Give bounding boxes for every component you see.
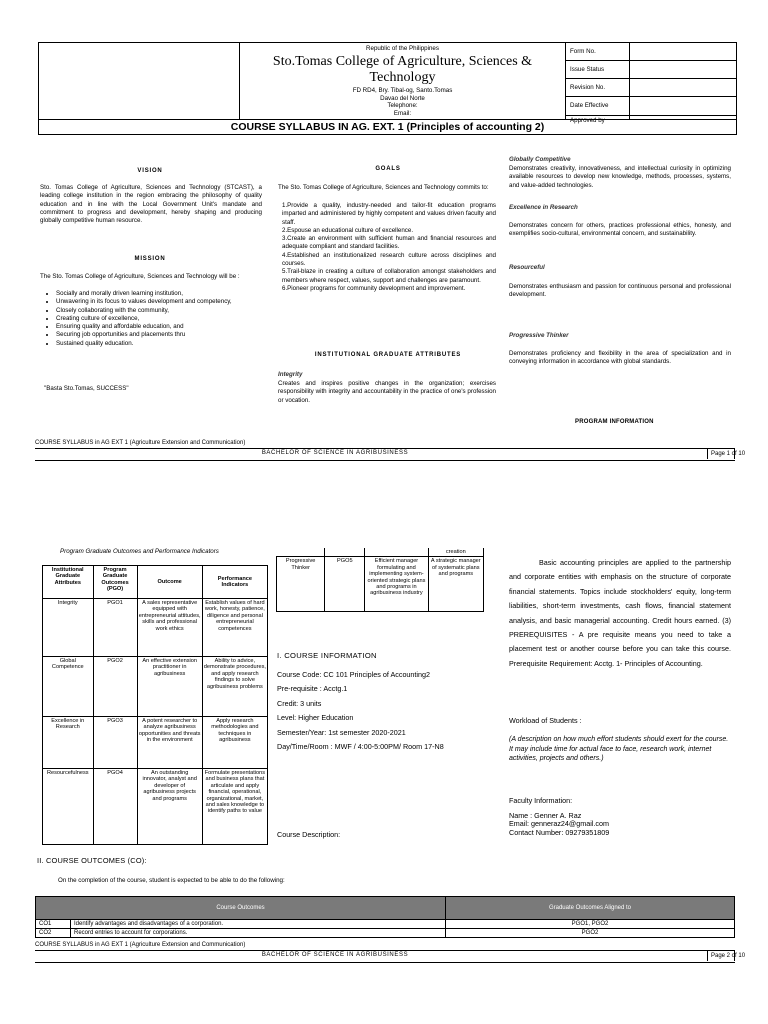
pgo-table [42, 565, 268, 845]
faculty-name: Name : Genner A. Raz [509, 811, 582, 820]
table-row [277, 557, 484, 612]
mission-intro: The Sto. Tomas College of Agriculture, Sciences and Technology will be : [40, 273, 240, 280]
course-description-text: Basic accounting principles are applied to the partnership and corporate entities with emphasis on the structure of corporate financial statements. Topics include stockholders' equity, long-term liabilities, short-term investments, cash flows, financial statement analysis, and basic managerial accounting. Credit hours earned. (3) PREREQUISITES - A pre requisite means you need to take a placement test or another course before you can take this course. Prerequisite Requirement: Acctg. 1- Principles of Accounting. [509, 558, 731, 668]
table-cell: An effective extension practitioner in agribusiness [137, 657, 202, 717]
table-cell: Identify advantages and disadvantages of a corporation. [71, 920, 446, 929]
co-header-outcomes: Course Outcomes [36, 897, 446, 920]
progressive-thinker-title: Progressive Thinker [509, 332, 569, 339]
table-row [36, 920, 735, 929]
table-cell: PGO2 [446, 929, 735, 938]
globally-competitive-text: Demonstrates creativity, innovativeness, and intellectual curiosity in optimizing available resources to develop new knowledge, methods, processes, systems, and value-added technologies. [509, 165, 731, 189]
table-cell: A potent researcher to analyze agribusiness opportunities and threats in the environment [137, 717, 202, 769]
pgo-header-attributes: Institutional Graduate Attributes [43, 566, 94, 599]
table-cell: A strategic manager of systematic plans and programs [428, 557, 483, 612]
list-item: • Socially and morally driven learning institution, [56, 290, 260, 298]
pgo-header-indicators: Performance Indicators [202, 566, 267, 599]
pgo-header-outcome: Outcome [137, 566, 202, 599]
table-cell: Apply research methodologies and techniques in agribusiness [202, 717, 267, 769]
faculty-email: Email: genneraz24@gmail.com [509, 819, 609, 829]
co-header-aligned: Graduate Outcomes Aligned to [446, 897, 735, 920]
table-cell: PGO5 [325, 557, 365, 612]
table-cell: Formulate presentations and business plans that articulate and apply financial, operational, organizational, market, and sales knowledge to identify paths to value [202, 769, 267, 845]
course-semester: Semester/Year: 1st semester 2020-2021 [277, 727, 406, 737]
goals-list [282, 202, 496, 293]
page-number: Page 1 of 10 [711, 451, 746, 457]
address-label: FD RD4, Bry. Tibal-og, Santo.Tomas [352, 87, 453, 94]
course-info-heading: I. COURSE INFORMATION [277, 651, 377, 660]
goals-heading: GOALS [375, 166, 401, 172]
course-prerequisite: Pre-requisite : Acctg.1 [277, 684, 348, 694]
footer-bar [35, 448, 746, 461]
pgo-continuation-table [276, 548, 484, 612]
table-cell: Resourcefulness [43, 769, 94, 845]
list-item: 1.Provide a quality, industry-needed and tailor-fit education programs imparted and administered by highly competent and values driven faculty and staff. [282, 202, 496, 226]
footer-course-label: COURSE SYLLABUS in AG EXT 1 (Agriculture Extension and Communication) [35, 440, 246, 446]
mission-heading: MISSION [134, 256, 166, 262]
table-row [36, 897, 735, 920]
table-row [43, 657, 268, 717]
course-outcomes-heading: II. COURSE OUTCOMES (CO): [37, 856, 147, 865]
table-cell: PGO3 [93, 717, 137, 769]
course-credit: Credit: 3 units [277, 698, 322, 708]
table-cell: CO1 [36, 920, 71, 929]
mission-list [44, 290, 260, 348]
pgo-table-title: Program Graduate Outcomes and Performance Indicators [60, 548, 219, 555]
course-description-label: Course Description: [277, 830, 341, 839]
list-item: 2.Espouse an educational culture of excellence. [282, 226, 414, 234]
list-item: • Unwavering in its focus to values development and competency, [56, 298, 260, 306]
list-item: 3.Create an environment with sufficient human and financial resources and adequate compliant and standard facilities. [282, 235, 496, 251]
faculty-contact: Contact Number: 09279351809 [509, 827, 610, 837]
footer-program-label: BACHELOR OF SCIENCE IN AGRIBUSINESS [261, 450, 409, 456]
list-item: 6.Pioneer programs for community development and improvement. [282, 284, 466, 292]
revision-no-field: Revision No. [566, 79, 736, 97]
course-info-block [277, 668, 507, 754]
table-cell: creation [428, 548, 483, 557]
iga-heading: INSTITUTIONAL GRADUATE ATTRIBUTES [314, 352, 462, 358]
table-cell: Integrity [43, 599, 94, 657]
table-cell: Global Competence [43, 657, 94, 717]
workload-title: Workload of Students : [509, 716, 582, 725]
table-cell: PGO1, PGO2 [446, 920, 735, 929]
table-cell: A sales representative equipped with entrepreneurial attitudes, skills and professional work ethics [137, 599, 202, 657]
resourceful-text: Demonstrates enthusiasm and passion for continuous personal and professional development. [509, 283, 731, 299]
form-no-field: Form No. [566, 43, 736, 61]
table-cell: PGO1 [93, 599, 137, 657]
course-outcomes-intro: On the completion of the course, student is expected to be able to do the following: [58, 877, 285, 884]
goals-intro: The Sto. Tomas College of Agriculture, Sciences and Technology commits to: [278, 184, 489, 191]
email-label: Email: [393, 110, 412, 117]
course-schedule: Day/Time/Room : MWF / 4:00-5:00PM/ Room 17-N8 [277, 742, 444, 752]
motto-text: "Basta Sto.Tomas, SUCCESS" [44, 385, 129, 392]
list-item: 4.Established an institutionalized research culture across disciplines and courses. [282, 251, 496, 268]
page-number: Page 2 of 10 [711, 953, 746, 959]
table-cell: Record entries to account for corporations. [71, 929, 446, 938]
table-cell [325, 548, 365, 557]
date-effective-field: Date Effective [566, 97, 736, 116]
table-cell: CO2 [36, 929, 71, 938]
table-cell: Efficient manager formulating and implementing system-oriented strategic plans and programs in agribusiness industry [365, 557, 428, 612]
table-row [43, 599, 268, 657]
list-item: 5.Trail-blaze in creating a culture of collaboration amongst stakeholders and members where respect, values, support and challenges are paramount. [282, 268, 496, 284]
list-item: • Ensuring quality and affordable education, and [56, 323, 260, 331]
integrity-text: Creates and inspires positive changes in the organization; exercises responsibility with integrity and accountability in the practice of one's profession or vocation. [278, 380, 496, 404]
republic-label: Republic of the Philippines [366, 45, 439, 52]
table-row [36, 929, 735, 938]
document-header: Republic of the Philippines Sto.Tomas College of Agriculture, Sciences & Technology FD RD4, Bry. Tibal-og, Santo.Tomas Davao del Norte Telephone: Email: Form No. Issue Status Revision No. Date Effective Approved by COURSE SYLLABUS IN AG. EXT. 1 (Principles of accounting 2) [38, 42, 737, 135]
vision-text: Sto. Tomas College of Agriculture, Sciences and Technology (STCAST), a leading college institution in the region embracing the philosophy of quality education and in line with the Local Government Unit's mandate and commitment to progress and development, hereby shaping and producing globally competitive human resource. [40, 184, 262, 225]
table-row [277, 548, 484, 557]
table-cell: Ability to advice, demonstrate procedures, and apply research findings to solve agribusiness problems [202, 657, 267, 717]
pgo-header-pgo: Program Graduate Outcomes (PGO) [93, 566, 137, 599]
excellence-text: Demonstrates concern for others, practices professional ethics, honesty, and exemplifies socio-cultural, environmental concern, and sustainability. [509, 222, 731, 238]
province-label: Davao del Norte [380, 95, 425, 102]
table-row [43, 769, 268, 845]
excellence-title: Excellence in Research [509, 204, 578, 211]
footer-course-label: COURSE SYLLABUS in AG EXT 1 (Agriculture Extension and Communication) [35, 942, 246, 948]
course-code: Course Code: CC 101 Principles of Accounting2 [277, 670, 431, 679]
list-item: • Closely collaborating with the community, [56, 307, 260, 315]
faculty-block [509, 812, 731, 837]
table-cell: PGO2 [93, 657, 137, 717]
table-cell [365, 548, 428, 557]
list-item: • Creating culture of excellence, [56, 315, 260, 323]
college-name: Sto.Tomas College of Agriculture, Sciences & Technology [272, 54, 533, 85]
faculty-title: Faculty Information: [509, 796, 573, 805]
globally-competitive-title: Globally Competitive [509, 156, 571, 163]
telephone-label: Telephone: [387, 102, 418, 109]
program-information-heading: PROGRAM INFORMATION [575, 419, 654, 425]
progressive-thinker-text: Demonstrates proficiency and flexibility in the area of specialization and in conveying information in accordance with global standards. [509, 350, 731, 366]
table-cell: Progressive Thinker [277, 557, 325, 612]
table-cell: Excellence in Research [43, 717, 94, 769]
course-outcomes-table [35, 896, 735, 938]
footer-bar [35, 950, 746, 963]
table-cell: PGO4 [93, 769, 137, 845]
list-item: • Securing job opportunities and placements thru [56, 331, 260, 339]
integrity-title: Integrity [278, 371, 303, 378]
workload-text: (A description on how much effort students should exert for the course. It may include time for actual face to face, research work, internet activities, projects and others.) [509, 736, 729, 763]
list-item: • Sustained quality education. [56, 340, 260, 348]
syllabus-title: COURSE SYLLABUS IN AG. EXT. 1 (Principles of accounting 2) [230, 121, 545, 133]
table-cell: Establish values of hard work, honesty, patience, diligence and personal entrepreneurial competences [202, 599, 267, 657]
footer-program-label: BACHELOR OF SCIENCE IN AGRIBUSINESS [261, 952, 409, 958]
table-cell: An outstanding innovator, analyst and developer of agribusiness projects and programs [137, 769, 202, 845]
table-cell [277, 548, 325, 557]
issue-status-field: Issue Status [566, 61, 736, 79]
table-row [43, 717, 268, 769]
resourceful-title: Resourceful [509, 264, 545, 271]
vision-heading: VISION [137, 168, 163, 174]
course-level: Level: Higher Education [277, 713, 354, 723]
